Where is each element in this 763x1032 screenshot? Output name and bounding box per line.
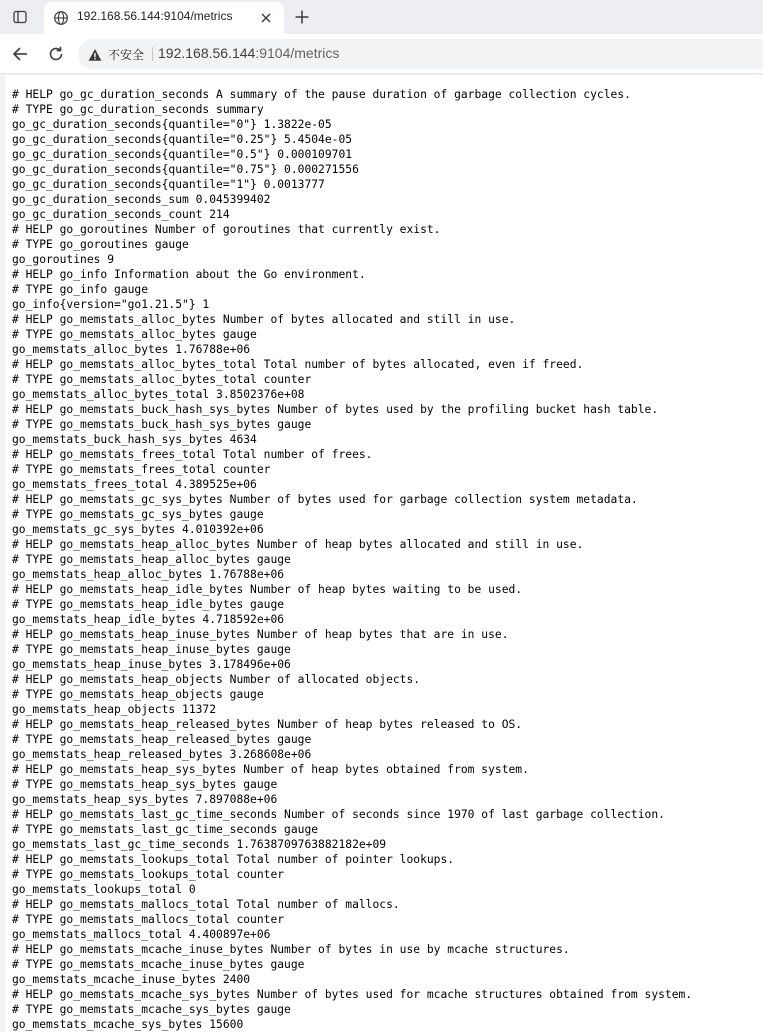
metric-line: # TYPE go_memstats_mallocs_total counter	[12, 913, 285, 926]
metric-line: go_goroutines 9	[12, 253, 115, 266]
metric-line: # HELP go_memstats_frees_total Total number of frees.	[12, 448, 373, 461]
metric-line: go_memstats_heap_inuse_bytes 3.178496e+06	[12, 658, 291, 671]
metric-line: # HELP go_memstats_alloc_bytes_total Total number of bytes allocated, even if freed.	[12, 358, 584, 371]
metric-line: # TYPE go_memstats_alloc_bytes gauge	[12, 328, 257, 341]
metric-line: # TYPE go_gc_duration_seconds summary	[12, 103, 264, 116]
url-host: 192.168.56.144	[158, 45, 256, 61]
metric-line: # HELP go_goroutines Number of goroutines that currently exist.	[12, 223, 441, 236]
metric-line: go_gc_duration_seconds_sum 0.045399402	[12, 193, 271, 206]
metric-line: # HELP go_memstats_heap_inuse_bytes Number of heap bytes that are in use.	[12, 628, 509, 641]
metric-line: # TYPE go_memstats_heap_inuse_bytes gauge	[12, 643, 291, 656]
metric-line: # TYPE go_memstats_alloc_bytes_total counter	[12, 373, 312, 386]
back-arrow-icon[interactable]	[7, 41, 33, 67]
metric-line: # HELP go_memstats_heap_released_bytes Number of heap bytes released to OS.	[12, 718, 523, 731]
metric-line: # HELP go_memstats_mallocs_total Total number of mallocs.	[12, 898, 400, 911]
metric-line: # HELP go_memstats_heap_objects Number of allocated objects.	[12, 673, 421, 686]
metric-line: # TYPE go_memstats_lookups_total counter	[12, 868, 285, 881]
metric-line: go_gc_duration_seconds{quantile="0.25"} 5.4504e-05	[12, 133, 353, 146]
toolbar	[0, 34, 763, 74]
metric-line: # HELP go_memstats_lookups_total Total number of pointer lookups.	[12, 853, 455, 866]
reload-icon[interactable]	[43, 41, 69, 67]
metrics-text	[5, 75, 763, 1032]
metric-line: go_memstats_mcache_sys_bytes 15600	[12, 1018, 244, 1031]
metric-line: go_memstats_alloc_bytes 1.76788e+06	[12, 343, 251, 356]
metric-line: go_gc_duration_seconds{quantile="0.75"} 0.000271556	[12, 163, 359, 176]
metric-line: # HELP go_memstats_gc_sys_bytes Number of bytes used for garbage collection system metadata.	[12, 493, 638, 506]
tab-strip	[0, 0, 763, 34]
metric-line: # TYPE go_memstats_heap_idle_bytes gauge	[12, 598, 285, 611]
metric-line: # TYPE go_info gauge	[12, 283, 149, 296]
globe-icon	[53, 10, 69, 26]
metric-line: # TYPE go_memstats_heap_released_bytes gauge	[12, 733, 312, 746]
metric-line: go_info{version="go1.21.5"} 1	[12, 298, 210, 311]
metric-line: go_memstats_mcache_inuse_bytes 2400	[12, 973, 251, 986]
metric-line: # HELP go_memstats_heap_idle_bytes Number of heap bytes waiting to be used.	[12, 583, 523, 596]
metric-line: # HELP go_memstats_mcache_inuse_bytes Number of bytes in use by mcache structures.	[12, 943, 570, 956]
tab-title: 192.168.56.144:9104/metrics	[77, 9, 233, 23]
metric-line: # TYPE go_memstats_gc_sys_bytes gauge	[12, 508, 264, 521]
plus-icon[interactable]	[291, 6, 313, 28]
metric-line: go_memstats_last_gc_time_seconds 1.7638709763882182e+09	[12, 838, 387, 851]
metric-line: go_memstats_heap_alloc_bytes 1.76788e+06	[12, 568, 285, 581]
metric-line: go_gc_duration_seconds{quantile="0"} 1.3822e-05	[12, 118, 332, 131]
divider	[152, 47, 153, 61]
metric-line: go_gc_duration_seconds{quantile="0.5"} 0.000109701	[12, 148, 353, 161]
metric-line: go_memstats_alloc_bytes_total 3.8502376e+08	[12, 388, 305, 401]
metric-line: # HELP go_memstats_alloc_bytes Number of bytes allocated and still in use.	[12, 313, 516, 326]
metric-line: # HELP go_memstats_buck_hash_sys_bytes Number of bytes used by the profiling bucket hash table.	[12, 403, 659, 416]
metric-line: go_gc_duration_seconds_count 214	[12, 208, 230, 221]
tab-actions-icon[interactable]	[8, 6, 32, 28]
metric-line: # TYPE go_memstats_heap_objects gauge	[12, 688, 264, 701]
metric-line: go_memstats_lookups_total 0	[12, 883, 196, 896]
close-icon[interactable]	[258, 10, 274, 26]
metric-line: # TYPE go_memstats_heap_alloc_bytes gauge	[12, 553, 291, 566]
metric-line: # HELP go_info Information about the Go environment.	[12, 268, 366, 281]
metric-line: go_memstats_heap_objects 11372	[12, 703, 217, 716]
metric-line: go_memstats_frees_total 4.389525e+06	[12, 478, 257, 491]
metric-line: go_memstats_heap_idle_bytes 4.718592e+06	[12, 613, 285, 626]
metric-line: # TYPE go_memstats_buck_hash_sys_bytes gauge	[12, 418, 312, 431]
metric-line: go_memstats_heap_released_bytes 3.268608e+06	[12, 748, 312, 761]
metric-line: # TYPE go_memstats_mcache_inuse_bytes gauge	[12, 958, 305, 971]
tab-metrics[interactable]	[44, 2, 284, 34]
metric-line: # HELP go_memstats_mcache_sys_bytes Number of bytes used for mcache structures obtained from system.	[12, 988, 693, 1001]
metric-line: # HELP go_memstats_heap_alloc_bytes Number of heap bytes allocated and still in use.	[12, 538, 584, 551]
metric-line: # TYPE go_memstats_last_gc_time_seconds gauge	[12, 823, 319, 836]
metric-line: go_gc_duration_seconds{quantile="1"} 0.0013777	[12, 178, 325, 191]
url-path: :9104/metrics	[255, 45, 340, 61]
metric-line: go_memstats_heap_sys_bytes 7.897088e+06	[12, 793, 278, 806]
security-label[interactable]: 不安全	[108, 48, 145, 62]
metric-line: go_memstats_buck_hash_sys_bytes 4634	[12, 433, 257, 446]
address-bar[interactable]	[78, 39, 763, 69]
metric-line: # TYPE go_memstats_heap_sys_bytes gauge	[12, 778, 278, 791]
metric-line: # HELP go_memstats_heap_sys_bytes Number of heap bytes obtained from system.	[12, 763, 529, 776]
metric-line: go_memstats_gc_sys_bytes 4.010392e+06	[12, 523, 264, 536]
page-content	[5, 75, 763, 1032]
metric-line: # TYPE go_memstats_mcache_sys_bytes gauge	[12, 1003, 291, 1016]
metric-line: go_memstats_mallocs_total 4.400897e+06	[12, 928, 271, 941]
metric-line: # TYPE go_memstats_frees_total counter	[12, 463, 271, 476]
metric-line: # HELP go_gc_duration_seconds A summary of the pause duration of garbage collection cycles.	[12, 88, 631, 101]
metric-line: # HELP go_memstats_last_gc_time_seconds Number of seconds since 1970 of last garbage collection.	[12, 808, 665, 821]
metric-line: # TYPE go_goroutines gauge	[12, 238, 189, 251]
warning-icon[interactable]	[88, 47, 102, 61]
url-text[interactable]	[158, 45, 339, 61]
